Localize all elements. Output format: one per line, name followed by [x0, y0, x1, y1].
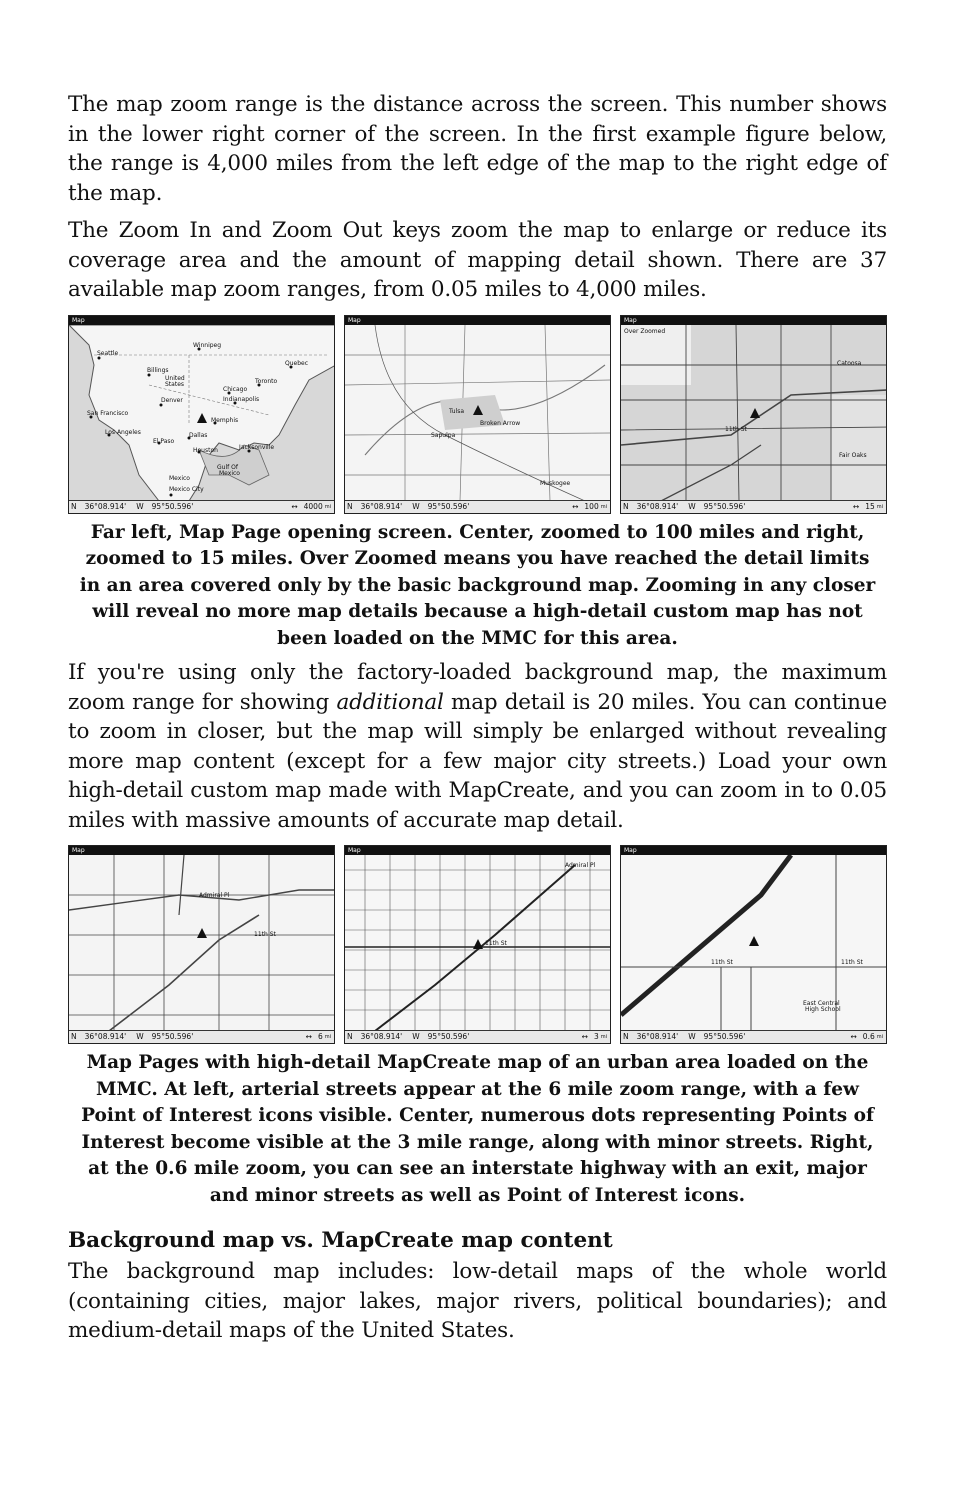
svg-text:Mexico City: Mexico City: [169, 485, 204, 493]
svg-text:Admiral Pl: Admiral Pl: [199, 892, 230, 899]
range-icon: ↔: [572, 501, 579, 511]
svg-text:Toronto: Toronto: [255, 377, 278, 385]
urban-0.6mi-map-image: [621, 855, 887, 1031]
map-figure-row-2: [68, 845, 887, 1044]
svg-text:San Francisco: San Francisco: [87, 409, 129, 417]
svg-text:Billings: Billings: [147, 366, 169, 374]
map-status-bar: N 36°08.914' W 95°50.596' ↔ 4000 mi: [69, 500, 334, 513]
svg-text:Houston: Houston: [193, 446, 218, 454]
tulsa-100mi-map-image: [345, 325, 611, 501]
map-status-bar: N 36°08.914' W 95°50.596' ↔ 15 mi: [621, 500, 886, 513]
paragraph-zoom-keys: The Zoom In and Zoom Out keys zoom the map to enlarge or reduce its coverage area and the amount of mapping detail shown. There are 37 available map zoom ranges, from 0.05 miles to 4,000 miles.: [68, 218, 887, 302]
svg-text:States: States: [165, 380, 185, 388]
paragraph-background-map: If you're using only the factory-loaded background map, the maximum zoom range for showing additional map detail is 20 miles. You can continue to zoom in closer, but the map will simply be enlarged without revealing more map content (except for a few major city streets.) Load your own high-detail custom map made with MapCreate, and you can zoom in to 0.05 miles with massive amounts of accurate map detail.: [68, 660, 887, 833]
figure-caption-1: Far left, Map Page opening screen. Center, zoomed to 100 miles and right, zoomed to 15 miles. Over Zoomed means you have reached the detail limits in an area covered only by the basic background map. Zooming in any closer will reveal no more map details because a high-detail custom map has not been loaded on the MMC for this area.: [79, 521, 876, 649]
svg-text:Admiral Pl: Admiral Pl: [565, 862, 596, 869]
svg-text:East Central: East Central: [803, 1000, 840, 1007]
zoom-range: 4000: [303, 501, 323, 511]
map-screen-15: [620, 315, 887, 514]
map-status-bar: N 36°08.914' W 95°50.596' ↔ 6 mi: [69, 1030, 334, 1043]
svg-text:Winnipeg: Winnipeg: [193, 341, 222, 349]
svg-text:Denver: Denver: [161, 396, 183, 404]
svg-text:United: United: [165, 374, 185, 382]
map-title-bar: Map: [345, 316, 610, 325]
svg-text:Indianapolis: Indianapolis: [223, 395, 260, 403]
map-title-bar: Map: [621, 316, 886, 325]
svg-text:Los Angeles: Los Angeles: [105, 428, 141, 436]
svg-text:Quebec: Quebec: [285, 359, 309, 367]
zoom-range: 100: [584, 501, 599, 511]
map-title-bar: Map: [621, 846, 886, 855]
map-status-bar: N 36°08.914' W 95°50.596' ↔ 3 mi: [345, 1030, 610, 1043]
map-status-bar: N 36°08.914' W 95°50.596' ↔ 0.6 mi: [621, 1030, 886, 1043]
svg-text:Gulf Of: Gulf Of: [217, 463, 238, 471]
svg-text:High School: High School: [805, 1006, 841, 1013]
section-heading: Background map vs. MapCreate map content: [68, 1228, 613, 1253]
svg-text:Tulsa: Tulsa: [449, 407, 465, 415]
zoom-range: 0.6: [862, 1032, 875, 1041]
paragraph-background-contents: The background map includes: low-detail maps of the whole world (containing cities, major lakes, major rivers, political boundaries); and medium-detail maps of the United States.: [68, 1259, 887, 1343]
figure-caption-2: Map Pages with high-detail MapCreate map of an urban area loaded on the MMC. At left, arterial streets appear at the 6 mile zoom range, with a few Point of Interest icons visible. Center, numerous dots representing Points of Interest become visible at the 3 mile range, along with minor streets. Right, at the 0.6 mile zoom, you can see an interstate highway with an exit, major and minor streets as well as Point of Interest icons.: [81, 1052, 874, 1206]
zoom-range: 6: [317, 1032, 323, 1041]
urban-3mi-map-image: [345, 855, 611, 1031]
map-screen-0.6: [620, 845, 887, 1044]
map-screen-3: [344, 845, 611, 1044]
zoom-range: 15: [865, 501, 875, 511]
paragraph-zoom-range: The map zoom range is the distance across the screen. This number shows in the lower right corner of the screen. In the first example figure below, the range is 4,000 miles from the left edge of the map to the right edge of the map.: [68, 92, 887, 206]
svg-text:11th St: 11th St: [711, 959, 733, 966]
svg-text:Chicago: Chicago: [223, 385, 248, 393]
svg-text:Fair Oaks: Fair Oaks: [839, 451, 867, 459]
svg-text:Broken Arrow: Broken Arrow: [480, 419, 521, 427]
map-figure-row-1: [68, 315, 887, 514]
urban-6mi-map-image: [69, 855, 335, 1031]
map-screen-100: [344, 315, 611, 514]
us-map-image: [69, 325, 335, 501]
svg-text:Memphis: Memphis: [211, 416, 239, 424]
svg-text:11th St: 11th St: [485, 940, 507, 947]
svg-text:Catoosa: Catoosa: [837, 359, 862, 367]
svg-text:Sapulpa: Sapulpa: [431, 431, 456, 439]
range-icon: ↔: [305, 1032, 312, 1041]
svg-text:Seattle: Seattle: [97, 349, 119, 357]
range-icon: ↔: [291, 501, 298, 511]
svg-text:Mexico: Mexico: [169, 474, 190, 482]
range-icon: ↔: [852, 501, 860, 511]
svg-text:Over Zoomed: Over Zoomed: [624, 327, 666, 335]
map-title-bar: Map: [345, 846, 610, 855]
map-screen-6: [68, 845, 335, 1044]
svg-text:11th St: 11th St: [841, 959, 863, 966]
map-title-bar: Map: [69, 316, 334, 325]
over-zoomed-map-image: [621, 325, 887, 501]
svg-text:11th St: 11th St: [254, 931, 276, 938]
svg-text:11th St: 11th St: [725, 425, 747, 433]
document-page: [68, 90, 887, 1354]
map-status-bar: N 36°08.914' W 95°50.596' ↔ 100 mi: [345, 500, 610, 513]
range-icon: ↔: [850, 1032, 857, 1041]
map-title-bar: Map: [69, 846, 334, 855]
svg-text:Mexico: Mexico: [219, 469, 240, 477]
svg-text:El Paso: El Paso: [153, 437, 175, 445]
zoom-range: 3: [593, 1032, 599, 1041]
svg-text:Muskogee: Muskogee: [540, 479, 571, 487]
svg-text:Dallas: Dallas: [189, 431, 208, 439]
range-icon: ↔: [581, 1032, 588, 1041]
map-screen-4000: [68, 315, 335, 514]
svg-text:Jacksonville: Jacksonville: [239, 443, 275, 451]
